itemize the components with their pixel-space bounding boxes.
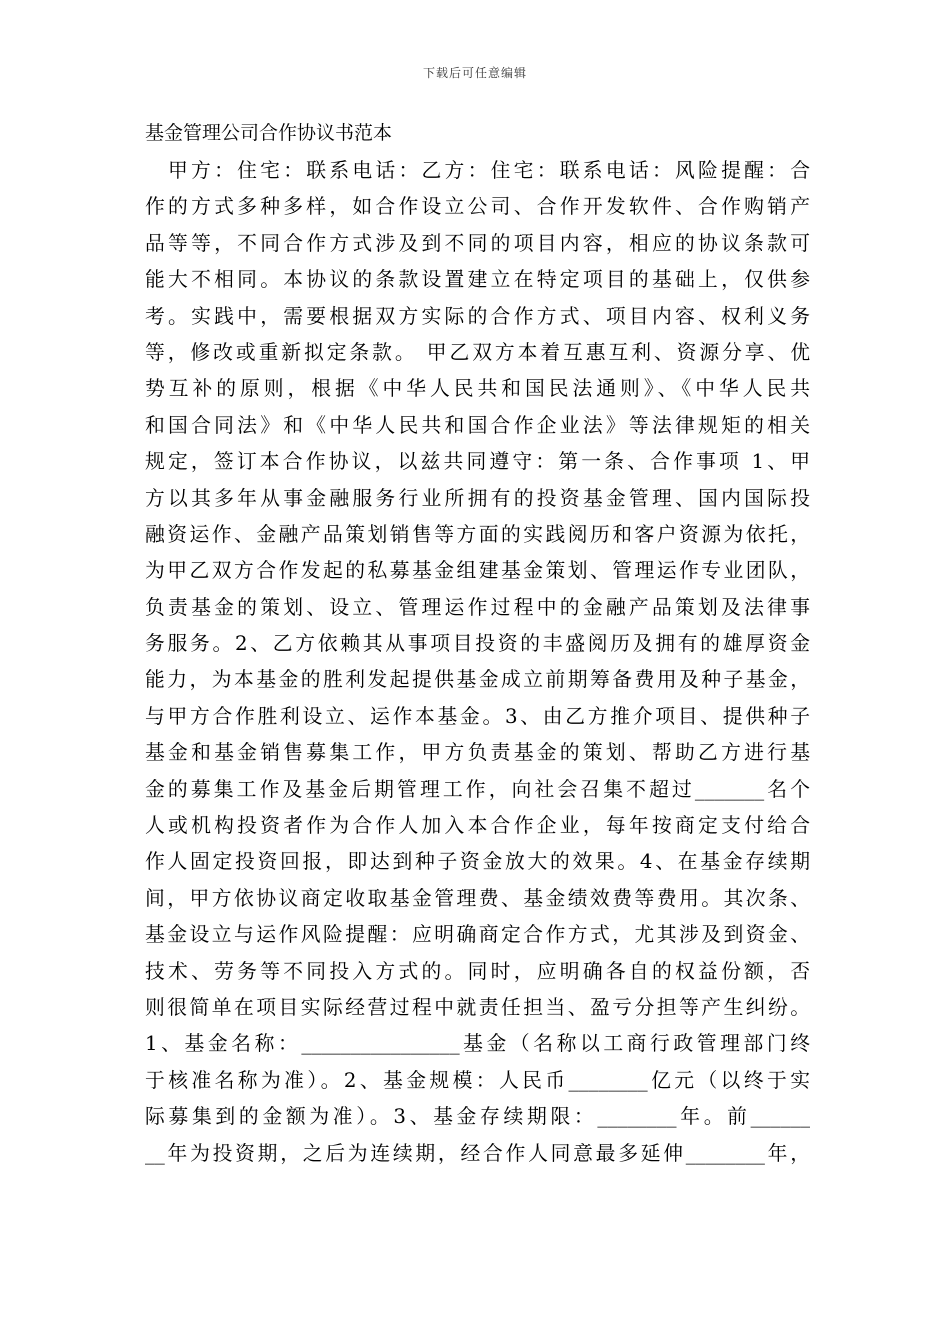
- body-line: 负责基金的策划、设立、管理运作过程中的金融产品策划及法律事: [145, 595, 810, 619]
- body-line: 甲方：住宅：联系电话：乙方：住宅：联系电话：风险提醒：合: [168, 159, 810, 182]
- body-line: 能大不相同。本协议的条款设置建立在特定项目的基础上，仅供参: [145, 268, 810, 292]
- body-line: 1、基金名称：________________基金（名称以工商行政管理部门终: [145, 1032, 810, 1056]
- body-line: 考。实践中，需要根据双方实际的合作方式、项目内容、权利义务: [145, 304, 810, 328]
- body-line: 金的募集工作及基金后期管理工作，向社会召集不超过_______名个: [145, 777, 810, 801]
- body-line: 于核准名称为准）。2、基金规模：人民币________亿元（以终于实: [145, 1068, 810, 1092]
- body-line: 规定，签订本合作协议，以兹共同遵守：第一条、合作事项 1、甲: [145, 450, 810, 474]
- body-line: 则很简单在项目实际经营过程中就责任担当、盈亏分担等产生纠纷。: [145, 995, 810, 1019]
- body-line: 融资运作、金融产品策划销售等方面的实践阅历和客户资源为依托，: [145, 522, 810, 546]
- body-line: 务服务。2、乙方依赖其从事项目投资的丰盛阅历及拥有的雄厚资金: [145, 632, 810, 656]
- body-line: 能力，为本基金的胜利发起提供基金成立前期筹备费用及种子基金，: [145, 668, 810, 692]
- body-line: 基金和基金销售募集工作，甲方负责基金的策划、帮助乙方进行基: [145, 741, 810, 765]
- body-line: 势互补的原则，根据《中华人民共和国民法通则》、《中华人民共: [145, 377, 810, 401]
- page-header-note: 下载后可任意编辑: [422, 66, 527, 80]
- body-line: 为甲乙双方合作发起的私募基金组建基金策划、管理运作专业团队，: [145, 559, 810, 583]
- body-line: 品等等，不同合作方式涉及到不同的项目内容，相应的协议条款可: [145, 231, 810, 255]
- body-line: 际募集到的金额为准）。3、基金存续期限：________年。前______: [145, 1105, 810, 1129]
- body-line: __年为投资期，之后为连续期，经合作人同意最多延伸________年，: [145, 1141, 810, 1165]
- document-body: [145, 153, 810, 1172]
- body-line: 作人固定投资回报，即达到种子资金放大的效果。4、在基金存续期: [145, 850, 810, 874]
- body-line: 基金设立与运作风险提醒：应明确商定合作方式，尤其涉及到资金、: [145, 923, 810, 947]
- body-line: 和国合同法》和《中华人民共和国合作企业法》等法律规矩的相关: [145, 413, 810, 437]
- body-line: 人或机构投资者作为合作人加入本合作企业，每年按商定支付给合: [145, 814, 810, 838]
- body-line: 等，修改或重新拟定条款。 甲乙双方本着互惠互利、资源分享、优: [145, 340, 810, 364]
- body-line: 作的方式多种多样，如合作设立公司、合作开发软件、合作购销产: [145, 195, 810, 219]
- body-line: 与甲方合作胜利设立、运作本基金。3、由乙方推介项目、提供种子: [145, 704, 810, 728]
- body-line: 间，甲方依协议商定收取基金管理费、基金绩效费等费用。其次条、: [145, 886, 810, 910]
- body-line: 方以其多年从事金融服务行业所拥有的投资基金管理、国内国际投: [145, 486, 810, 510]
- body-line: 技术、劳务等不同投入方式的。同时，应明确各自的权益份额，否: [145, 959, 810, 983]
- document-title: 基金管理公司合作协议书范本: [145, 122, 393, 144]
